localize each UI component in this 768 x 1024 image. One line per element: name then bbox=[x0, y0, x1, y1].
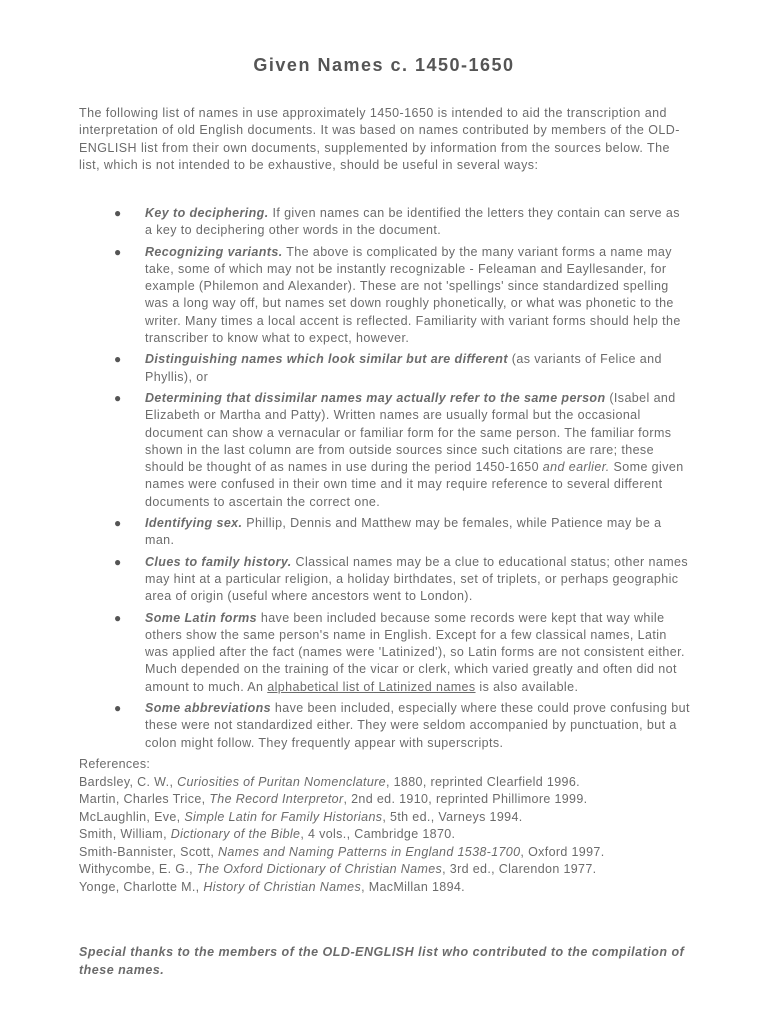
reference-entry bbox=[79, 791, 719, 809]
reference-title: Dictionary of the Bible bbox=[170, 827, 301, 841]
list-item bbox=[79, 700, 691, 752]
reference-entry bbox=[79, 844, 719, 862]
list-item-lead: Recognizing variants. bbox=[145, 244, 283, 259]
list-item-lead: Some abbreviations bbox=[145, 701, 271, 716]
list-item bbox=[79, 205, 691, 240]
bullet-icon: ● bbox=[114, 516, 122, 531]
latinized-names-link[interactable]: alphabetical list of Latinized names bbox=[267, 679, 476, 694]
reference-title: Curiosities of Puritan Nomenclature bbox=[177, 774, 386, 789]
bullet-icon: ● bbox=[114, 610, 122, 625]
bullet-icon: ● bbox=[114, 352, 122, 367]
reference-title: Simple Latin for Family Historians bbox=[184, 809, 383, 824]
list-item-lead: Distinguishing names which look similar but are different bbox=[145, 352, 508, 367]
list-item-text: Classical names may be a clue to educational status; other names may hint at a particular religion, a holiday birthdates, set of triplets, or perhaps geographic area of origin (useful where ancestors went to London). bbox=[145, 554, 689, 604]
list-item bbox=[79, 610, 691, 696]
reference-author: Yonge, Charlotte M., bbox=[79, 879, 204, 894]
list-item-emphasis: and earlier. bbox=[542, 460, 610, 475]
reference-title: History of Christian Names bbox=[203, 879, 362, 894]
list-item-text: (as variants of Felice and Phyllis), or bbox=[145, 352, 662, 384]
bullet-icon: ● bbox=[114, 701, 122, 716]
reference-details: , 5th ed., Varneys 1994. bbox=[382, 809, 523, 824]
reference-entry bbox=[79, 826, 719, 844]
list-item-text: The above is complicated by the many variant forms a name may take, some of which may not be instantly recognizable - Feleaman and Eayllesander, for example (Philemon and Alexander). These are not 'spellings' since standardized spelling was a long way off, but names set down roughly phonetically, or what was phonetic to the writer. Many times a local accent is reflected. Familiarity with variant forms should help the transcriber to know what to expect, however. bbox=[145, 244, 681, 346]
reference-details: , Oxford 1997. bbox=[520, 844, 605, 859]
reference-title: The Record Interpretor bbox=[209, 792, 344, 806]
bullet-icon: ● bbox=[114, 206, 122, 220]
reference-details: , 4 vols., Cambridge 1870. bbox=[300, 827, 456, 841]
list-item-lead: Determining that dissimilar names may actually refer to the same person bbox=[145, 390, 606, 405]
bullet-icon: ● bbox=[114, 244, 122, 259]
bullet-icon: ● bbox=[114, 554, 122, 569]
reference-entry bbox=[79, 879, 719, 897]
list-item bbox=[79, 244, 691, 348]
reference-title: Names and Naming Patterns in England 1538-1700 bbox=[218, 844, 521, 859]
list-item bbox=[79, 390, 691, 511]
list-item-lead: Clues to family history. bbox=[145, 554, 292, 569]
reference-author: Withycombe, E. G., bbox=[79, 862, 197, 876]
list-item-text: Phillip, Dennis and Matthew may be females, while Patience may be a man. bbox=[145, 516, 662, 548]
list-item bbox=[79, 351, 691, 386]
reference-author: Smith, William, bbox=[79, 827, 171, 841]
uses-list bbox=[79, 205, 691, 756]
list-item-text: have been included because some records were kept that way while others show the same person's name in English. Except for a few classical names, Latin was applied after the fact (names were 'Latinized'), so Latin forms are not consistent either. Much depended on the training of the vicar or clerk, which varied greatly and often did not amount to much. An bbox=[145, 610, 685, 694]
list-item-lead: Some Latin forms bbox=[145, 610, 257, 625]
list-item bbox=[79, 554, 691, 606]
reference-details: , 1880, reprinted Clearfield 1996. bbox=[385, 774, 580, 789]
list-item-text-continued: is also available. bbox=[475, 679, 579, 694]
list-item-lead: Key to deciphering. bbox=[145, 206, 269, 220]
list-item-text-continued: Some given names were confused in their own time and it may require reference to several different documents to ascertain the correct one. bbox=[145, 460, 684, 509]
bullet-icon: ● bbox=[114, 390, 122, 405]
intro-paragraph: The following list of names in use approximately 1450-1650 is intended to aid the transcription and interpretation of old English documents. It was based on names contributed by members of the OLD-ENGLISH list from their own documents, supplemented by information from the sources below. The list, which is not intended to be exhaustive, should be useful in several ways: bbox=[79, 106, 680, 172]
reference-entry bbox=[79, 861, 719, 879]
reference-details: , 3rd ed., Clarendon 1977. bbox=[442, 862, 597, 876]
list-item-lead: Identifying sex. bbox=[145, 516, 243, 531]
references-heading: References: bbox=[79, 757, 151, 771]
reference-author: McLaughlin, Eve, bbox=[79, 809, 185, 824]
references-section bbox=[79, 756, 719, 896]
reference-author: Martin, Charles Trice, bbox=[79, 792, 210, 806]
reference-title: The Oxford Dictionary of Christian Names bbox=[196, 862, 443, 876]
reference-details: , 2nd ed. 1910, reprinted Phillimore 1999. bbox=[343, 792, 588, 806]
list-item-text: (Isabel and Elizabeth or Martha and Patty). Written names are usually formal but the occasional document can show a vernacular or familiar form for the same person. The familiar forms shown in the last column are from outside sources since such citations are rare; these should be thought of as names in use during the period 1450-1650 bbox=[145, 390, 676, 475]
reference-author: Bardsley, C. W., bbox=[79, 774, 178, 789]
reference-details: , MacMillan 1894. bbox=[361, 879, 466, 894]
list-item-text: have been included, especially where these could prove confusing but these were not standardized either. They were seldom accompanied by punctuation, but a colon might follow. They frequently appear with superscripts. bbox=[145, 701, 690, 750]
reference-author: Smith-Bannister, Scott, bbox=[79, 844, 219, 859]
reference-entry bbox=[79, 809, 719, 827]
list-item bbox=[79, 515, 691, 550]
acknowledgement: Special thanks to the members of the OLD-ENGLISH list who contributed to the compilation of these names. bbox=[79, 945, 685, 977]
page-title: Given Names c. 1450-1650 bbox=[253, 55, 515, 75]
list-item-text: If given names can be identified the letters they contain can serve as a key to deciphering other words in the document. bbox=[145, 206, 680, 238]
reference-entry bbox=[79, 774, 719, 792]
